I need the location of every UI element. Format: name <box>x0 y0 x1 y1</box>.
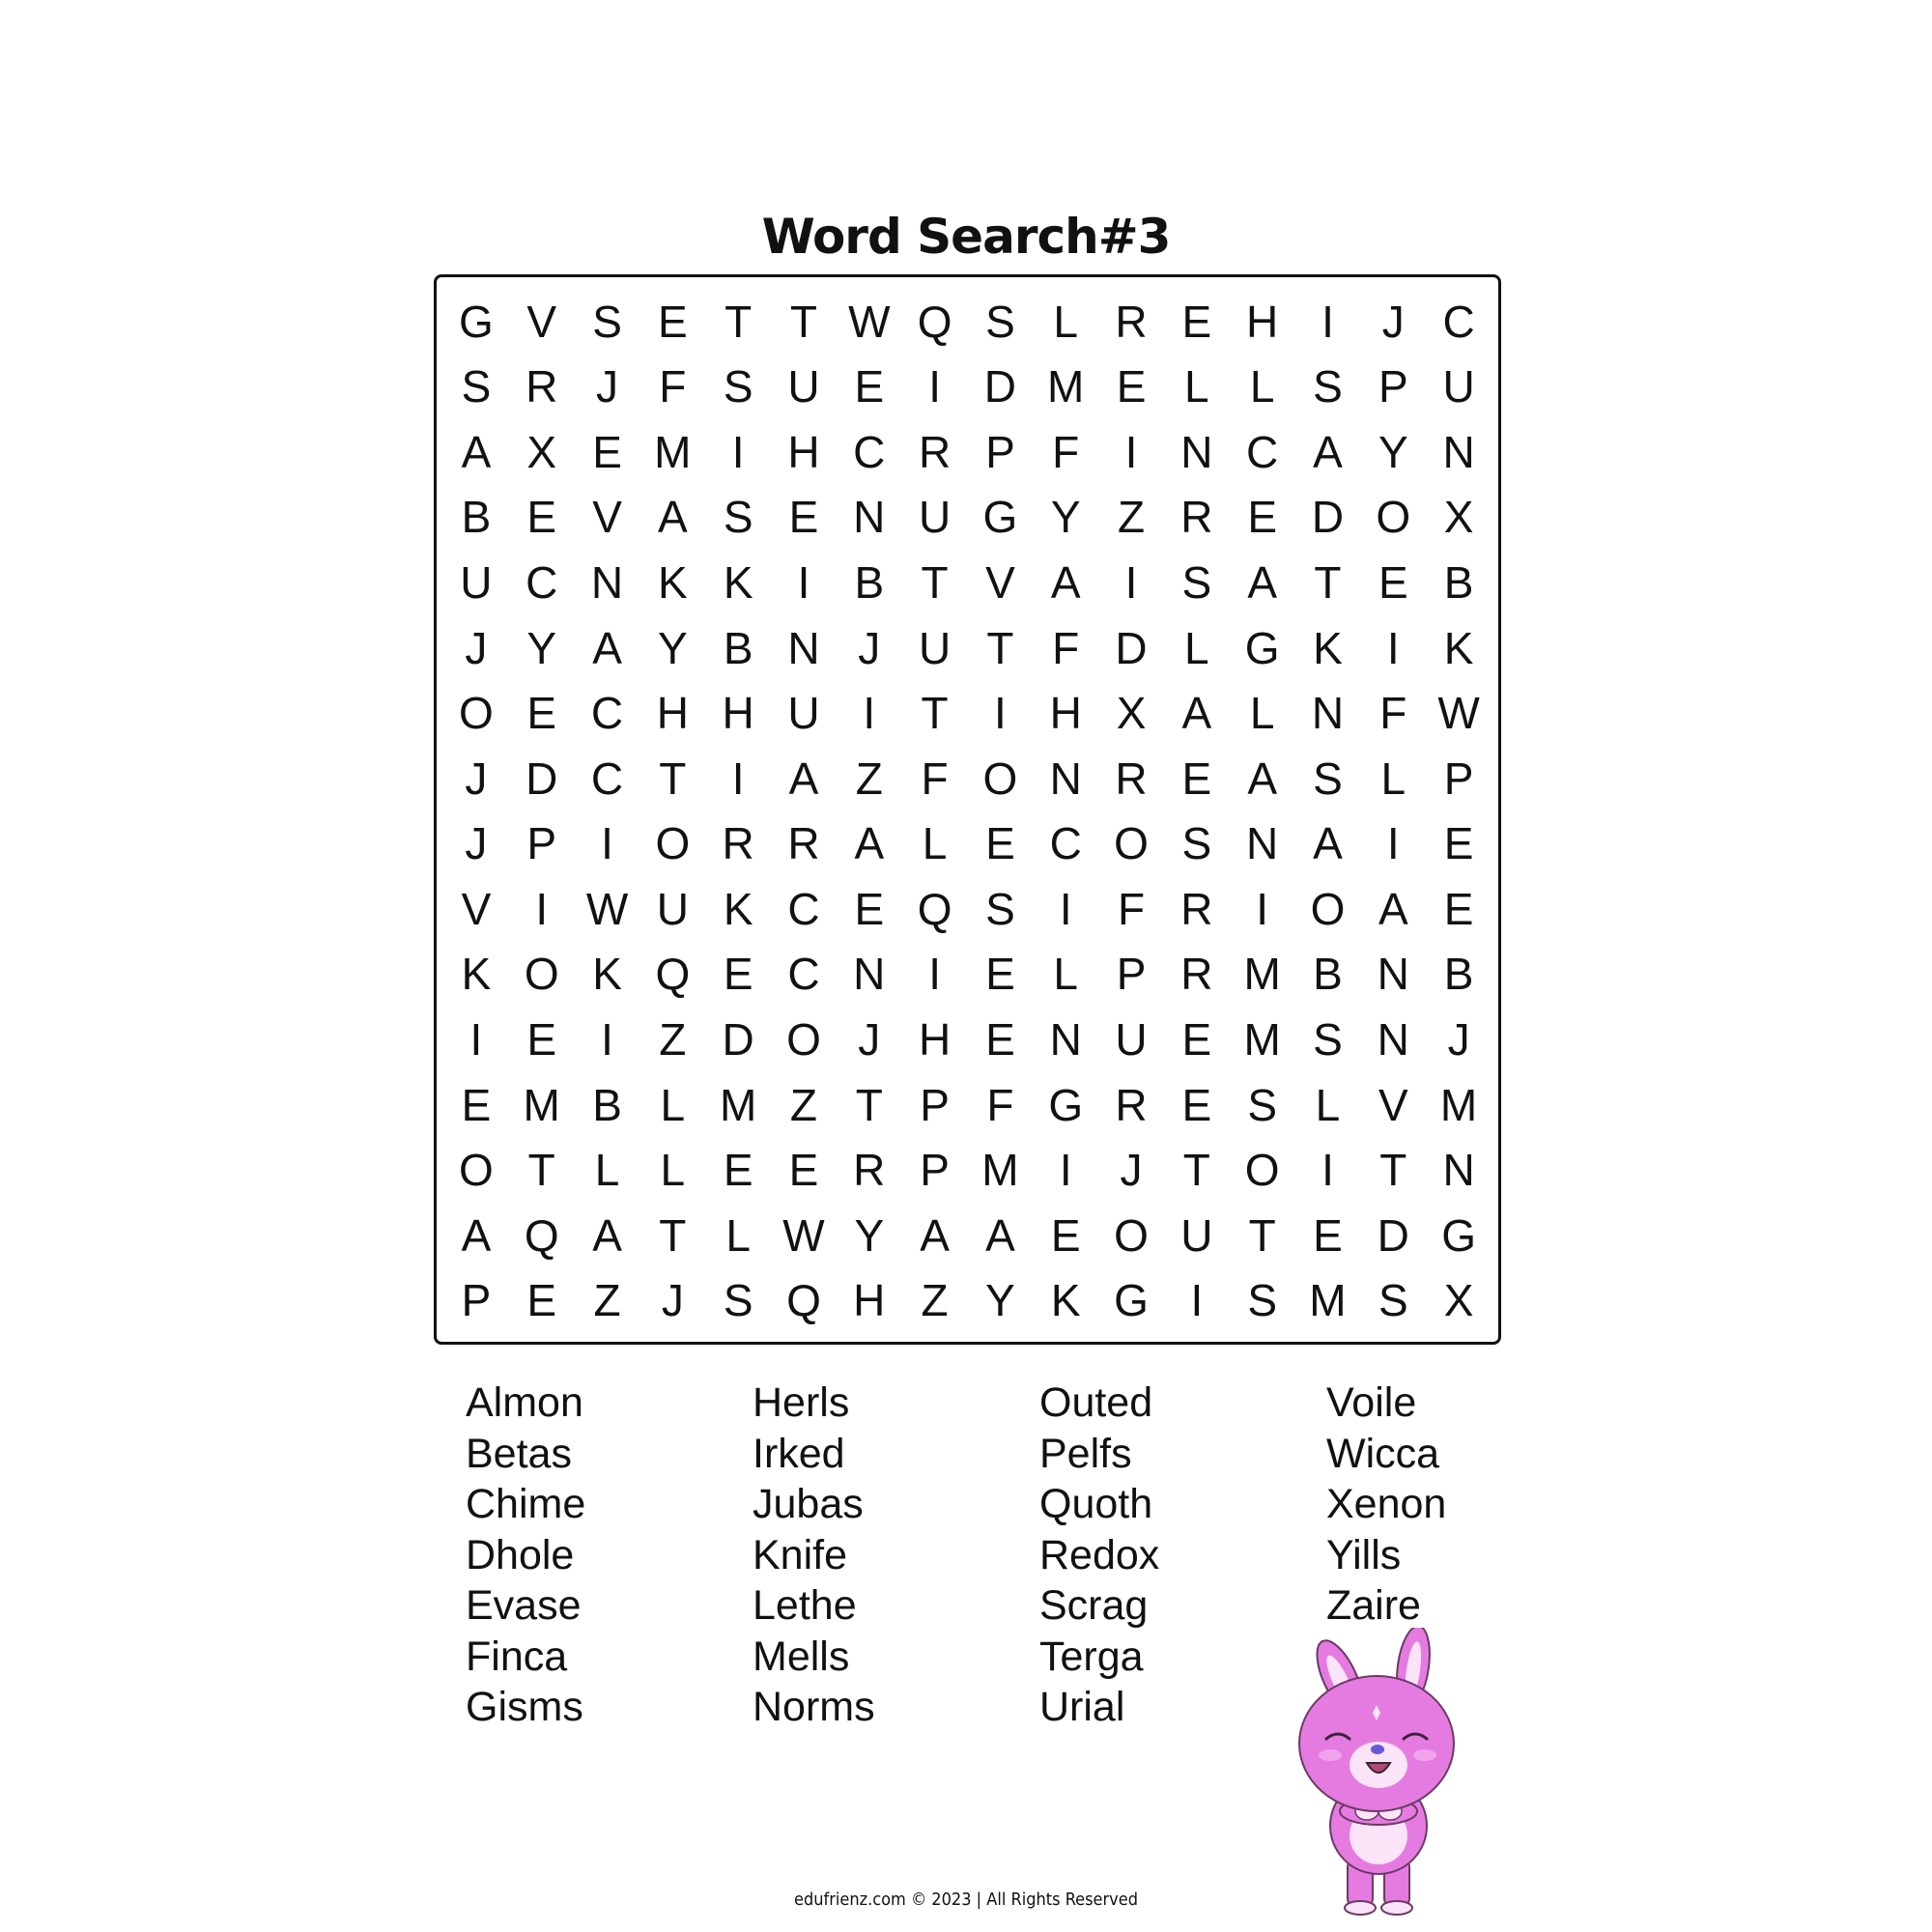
grid-cell: T <box>659 1209 687 1261</box>
footer-copyright: edufrienz.com © 2023 | All Rights Reserved <box>794 1889 1138 1910</box>
grid-cell: R <box>1115 296 1148 347</box>
grid-cell: E <box>1443 818 1474 869</box>
grid-cell: L <box>1053 949 1079 1000</box>
word-list-item: Pelfs <box>1039 1430 1132 1477</box>
grid-cell: B <box>1443 949 1474 1000</box>
grid-cell: E <box>1181 1013 1212 1065</box>
grid-cell: I <box>1190 1275 1204 1326</box>
grid-cell: E <box>1181 1079 1212 1130</box>
grid-cell: P <box>461 1275 492 1326</box>
grid-cell: T <box>855 1079 883 1130</box>
word-list-item: Scrag <box>1039 1582 1149 1629</box>
grid-cell: N <box>1246 818 1279 869</box>
grid-cell: U <box>1115 1013 1148 1065</box>
grid-cell: S <box>592 296 622 347</box>
grid-cell: J <box>1447 1013 1470 1065</box>
grid-cell: C <box>787 883 820 934</box>
grid-cell: U <box>918 492 952 543</box>
grid-cell: N <box>853 949 886 1000</box>
word-list-item: Xenon <box>1326 1481 1447 1527</box>
grid-cell: L <box>1249 688 1275 739</box>
grid-cell: B <box>1443 557 1474 609</box>
grid-cell: S <box>1313 361 1343 412</box>
grid-cell: E <box>526 688 557 739</box>
grid-cell: O <box>1310 883 1346 934</box>
grid-cell: T <box>789 296 818 347</box>
grid-cell: H <box>918 1013 952 1065</box>
grid-cell: I <box>535 883 549 934</box>
grid-cell: M <box>1309 1275 1347 1326</box>
grid-cell: S <box>723 492 753 543</box>
grid-cell: Q <box>786 1275 821 1326</box>
grid-cell: M <box>719 1079 757 1130</box>
grid-cell: N <box>1442 426 1475 477</box>
grid-cell: I <box>1386 622 1400 673</box>
word-list-item: Norms <box>753 1684 875 1730</box>
grid-cell: A <box>788 753 819 804</box>
grid-cell: E <box>1181 753 1212 804</box>
grid-cell: E <box>1247 492 1277 543</box>
grid-cell: K <box>592 949 622 1000</box>
grid-cell: R <box>1180 492 1213 543</box>
grid-cell: H <box>1049 688 1082 739</box>
grid-cell: D <box>1377 1209 1409 1261</box>
grid-cell: B <box>854 557 885 609</box>
grid-cell: C <box>590 753 624 804</box>
grid-cell: W <box>782 1209 825 1261</box>
grid-cell: I <box>469 1013 483 1065</box>
word-list-item: Lethe <box>753 1582 857 1629</box>
grid-cell: L <box>922 818 948 869</box>
grid-cell: T <box>921 688 949 739</box>
grid-cell: G <box>1244 622 1280 673</box>
grid-cell: R <box>1180 949 1213 1000</box>
grid-cell: A <box>854 818 885 869</box>
grid-cell: T <box>724 296 753 347</box>
grid-cell: T <box>1379 1145 1407 1196</box>
grid-cell: A <box>1247 557 1277 609</box>
grid-cell: A <box>985 1209 1015 1261</box>
grid-cell: H <box>1246 296 1279 347</box>
grid-cell: L <box>725 1209 751 1261</box>
grid-cell: N <box>1442 1145 1475 1196</box>
grid-cell: R <box>1115 1079 1148 1130</box>
grid-cell: Y <box>658 622 688 673</box>
grid-cell: Y <box>985 1275 1015 1326</box>
grid-cell: C <box>1246 426 1279 477</box>
grid-cell: O <box>459 1145 494 1196</box>
grid-cell: M <box>1439 1079 1478 1130</box>
grid-cell: S <box>723 1275 753 1326</box>
grid-cell: A <box>1247 753 1277 804</box>
grid-cell: K <box>1050 1275 1081 1326</box>
grid-cell: N <box>853 492 886 543</box>
grid-cell: K <box>658 557 688 609</box>
grid-cell: I <box>1124 557 1138 609</box>
grid-cell: O <box>1114 1209 1149 1261</box>
grid-cell: C <box>590 688 624 739</box>
word-list-item: Voile <box>1326 1379 1417 1426</box>
grid-cell: E <box>985 818 1015 869</box>
grid-cell: E <box>461 1079 492 1130</box>
grid-cell: F <box>1052 622 1080 673</box>
grid-cell: E <box>985 1013 1015 1065</box>
grid-cell: I <box>1321 296 1334 347</box>
grid-cell: X <box>1116 688 1147 739</box>
grid-cell: R <box>787 818 820 869</box>
grid-cell: B <box>1313 949 1343 1000</box>
grid-cell: L <box>1184 361 1209 412</box>
grid-cell: R <box>722 818 754 869</box>
grid-cell: G <box>1114 1275 1149 1326</box>
grid-cell: J <box>858 1013 881 1065</box>
word-list-item: Gisms <box>466 1684 583 1730</box>
grid-cell: J <box>858 622 881 673</box>
grid-cell: V <box>592 492 622 543</box>
grid-cell: I <box>601 1013 613 1065</box>
page-title: Word Search#3 <box>761 209 1171 265</box>
grid-cell: G <box>982 492 1018 543</box>
grid-cell: L <box>1053 296 1079 347</box>
grid-cell: R <box>1180 883 1213 934</box>
grid-cell: I <box>1059 883 1072 934</box>
grid-cell: J <box>465 753 488 804</box>
grid-cell: L <box>1249 361 1275 412</box>
word-column <box>466 1378 736 1733</box>
grid-cell: J <box>1381 296 1405 347</box>
word-list-item: Wicca <box>1326 1430 1440 1477</box>
grid-cell: W <box>585 883 629 934</box>
grid-cell: W <box>1437 688 1480 739</box>
grid-cell: L <box>1184 622 1209 673</box>
grid-cell: Z <box>593 1275 621 1326</box>
grid-cell: D <box>983 361 1017 412</box>
grid-cell: S <box>1181 557 1212 609</box>
grid-cell: F <box>1117 883 1146 934</box>
grid-cell: L <box>594 1145 620 1196</box>
grid-cell: M <box>523 1079 560 1130</box>
grid-cell: I <box>731 426 745 477</box>
grid-cell: N <box>1049 1013 1082 1065</box>
grid-cell: R <box>853 1145 886 1196</box>
grid-cell: U <box>460 557 493 609</box>
grid-cell: M <box>1243 1013 1281 1065</box>
grid-cell: P <box>1443 753 1474 804</box>
grid-cell: M <box>981 1145 1019 1196</box>
grid-cell: I <box>994 688 1007 739</box>
grid-cell: U <box>918 622 952 673</box>
letter-grid <box>434 274 1501 1345</box>
grid-cell: N <box>1049 753 1082 804</box>
grid-cell: K <box>1313 622 1343 673</box>
grid-cell: A <box>658 492 688 543</box>
word-list-item: Terga <box>1039 1633 1144 1680</box>
word-list-item: Betas <box>466 1430 572 1477</box>
grid-cell: F <box>986 1079 1014 1130</box>
grid-cell: C <box>853 426 886 477</box>
grid-cell: O <box>786 1013 821 1065</box>
word-column <box>1326 1378 1597 1632</box>
grid-cell: U <box>1442 361 1475 412</box>
grid-cell: O <box>1244 1145 1280 1196</box>
grid-cell: O <box>1376 492 1411 543</box>
grid-cell: S <box>985 296 1015 347</box>
grid-cell: I <box>863 688 876 739</box>
grid-cell: J <box>1120 1145 1143 1196</box>
grid-cell: J <box>465 622 488 673</box>
grid-cell: C <box>1049 818 1082 869</box>
grid-cell: X <box>1443 1275 1474 1326</box>
grid-cell: U <box>1180 1209 1213 1261</box>
word-list-item: Chime <box>466 1481 586 1527</box>
grid-cell: N <box>1180 426 1213 477</box>
grid-cell: G <box>459 296 494 347</box>
grid-cell: D <box>526 753 558 804</box>
grid-cell: U <box>656 883 689 934</box>
grid-cell: E <box>1050 1209 1081 1261</box>
grid-cell: C <box>526 557 558 609</box>
grid-cell: S <box>1247 1079 1277 1130</box>
grid-cell: I <box>1386 818 1400 869</box>
grid-cell: R <box>1115 753 1148 804</box>
grid-cell: I <box>601 818 613 869</box>
word-list-item: Redox <box>1039 1531 1160 1578</box>
grid-cell: Q <box>524 1209 559 1261</box>
grid-cell: M <box>654 426 692 477</box>
grid-cell: U <box>787 361 820 412</box>
grid-cell: Z <box>1117 492 1146 543</box>
grid-cell: M <box>1243 949 1281 1000</box>
grid-cell: X <box>1443 492 1474 543</box>
grid-cell: T <box>921 557 949 609</box>
grid-cell: O <box>655 818 691 869</box>
grid-cell: L <box>660 1145 686 1196</box>
grid-cell: S <box>1313 1013 1343 1065</box>
grid-cell: E <box>854 883 885 934</box>
grid-cell: P <box>1116 949 1147 1000</box>
word-list-item: Herls <box>753 1379 850 1426</box>
grid-cell: O <box>459 688 494 739</box>
grid-cell: Q <box>917 883 952 934</box>
grid-cell: E <box>658 296 688 347</box>
grid-cell: H <box>656 688 689 739</box>
grid-cell: E <box>1116 361 1147 412</box>
grid-cell: P <box>526 818 557 869</box>
grid-cell: L <box>1315 1079 1341 1130</box>
grid-cell: A <box>1313 818 1343 869</box>
grid-cell: A <box>1181 688 1212 739</box>
grid-cell: K <box>1443 622 1474 673</box>
word-list-item: Outed <box>1039 1379 1153 1426</box>
word-list-item: Yills <box>1326 1531 1402 1578</box>
word-list-item: Quoth <box>1039 1481 1153 1527</box>
grid-cell: D <box>1115 622 1148 673</box>
grid-cell: M <box>1047 361 1085 412</box>
grid-cell: A <box>461 1209 492 1261</box>
word-column <box>753 1378 1023 1733</box>
grid-cell: N <box>787 622 820 673</box>
grid-cell: N <box>590 557 624 609</box>
grid-cell: E <box>526 492 557 543</box>
grid-cell: B <box>592 1079 622 1130</box>
word-column <box>1039 1378 1310 1733</box>
grid-cell: T <box>527 1145 555 1196</box>
grid-cell: P <box>985 426 1015 477</box>
grid-cell: P <box>920 1079 950 1130</box>
grid-cell: Y <box>1050 492 1081 543</box>
grid-cell: I <box>928 949 941 1000</box>
grid-cell: A <box>1378 883 1408 934</box>
grid-cell: Z <box>855 753 883 804</box>
grid-cell: I <box>1256 883 1269 934</box>
grid-cell: A <box>920 1209 950 1261</box>
grid-cell: O <box>1114 818 1149 869</box>
grid-cell: D <box>722 1013 754 1065</box>
grid-cell: Q <box>917 296 952 347</box>
grid-cell: C <box>1442 296 1475 347</box>
word-list-item: Mells <box>753 1633 850 1680</box>
grid-cell: V <box>985 557 1015 609</box>
word-list-item: Irked <box>753 1430 845 1477</box>
grid-cell: S <box>1181 818 1212 869</box>
grid-cell: E <box>526 1275 557 1326</box>
grid-cell: A <box>592 1209 622 1261</box>
grid-cell: F <box>1379 688 1407 739</box>
grid-cell: V <box>1378 1079 1408 1130</box>
grid-cell: S <box>1378 1275 1408 1326</box>
word-list-item: Urial <box>1039 1684 1125 1730</box>
grid-cell: Z <box>789 1079 818 1130</box>
word-list-item: Dhole <box>466 1531 575 1578</box>
grid-cell: Y <box>854 1209 885 1261</box>
grid-cell: E <box>1181 296 1212 347</box>
grid-cell: H <box>722 688 754 739</box>
grid-cell: J <box>465 818 488 869</box>
grid-cell: N <box>1311 688 1345 739</box>
grid-cell: A <box>1313 426 1343 477</box>
grid-cell: S <box>1247 1275 1277 1326</box>
grid-cell: T <box>986 622 1014 673</box>
grid-cell: X <box>526 426 557 477</box>
grid-cell: B <box>461 492 492 543</box>
grid-cell: E <box>985 949 1015 1000</box>
grid-cell: Y <box>526 622 557 673</box>
grid-cell: E <box>723 1145 753 1196</box>
grid-cell: E <box>1443 883 1474 934</box>
word-list-item: Jubas <box>753 1481 864 1527</box>
grid-cell: L <box>1380 753 1406 804</box>
grid-cell: G <box>1048 1079 1084 1130</box>
grid-cell: H <box>787 426 820 477</box>
word-list-item: Almon <box>466 1379 583 1426</box>
grid-cell: P <box>1378 361 1408 412</box>
grid-cell: N <box>1377 1013 1409 1065</box>
grid-cell: J <box>661 1275 684 1326</box>
grid-cell: R <box>918 426 952 477</box>
grid-cell: V <box>461 883 492 934</box>
grid-cell: W <box>848 296 891 347</box>
grid-cell: E <box>1313 1209 1343 1261</box>
grid-cell: G <box>1441 1209 1476 1261</box>
grid-cell: Z <box>921 1275 949 1326</box>
grid-cell: A <box>592 622 622 673</box>
grid-cell: K <box>723 557 753 609</box>
grid-cell: U <box>787 688 820 739</box>
grid-cell: I <box>797 557 810 609</box>
grid-cell: E <box>592 426 622 477</box>
grid-cell: C <box>787 949 820 1000</box>
grid-cell: F <box>921 753 949 804</box>
grid-cell: N <box>1377 949 1409 1000</box>
grid-cell: T <box>1314 557 1342 609</box>
grid-cell: S <box>985 883 1015 934</box>
grid-cell: S <box>1313 753 1343 804</box>
grid-cell: E <box>526 1013 557 1065</box>
grid-cell: I <box>928 361 941 412</box>
grid-cell: E <box>788 492 819 543</box>
grid-cell: E <box>788 1145 819 1196</box>
grid-cell: O <box>982 753 1018 804</box>
grid-cell: E <box>723 949 753 1000</box>
grid-cell: Q <box>655 949 691 1000</box>
grid-cell: S <box>723 361 753 412</box>
grid-cell: D <box>1311 492 1345 543</box>
grid-cell: J <box>596 361 619 412</box>
grid-cell: Z <box>659 1013 687 1065</box>
grid-cell: I <box>1059 1145 1072 1196</box>
grid-cell: O <box>524 949 559 1000</box>
word-list-item: Finca <box>466 1633 568 1680</box>
grid-cell: Y <box>1378 426 1408 477</box>
grid-cell: P <box>920 1145 950 1196</box>
grid-cell: L <box>660 1079 686 1130</box>
grid-cell: R <box>526 361 558 412</box>
grid-cell: K <box>461 949 492 1000</box>
grid-cell: F <box>659 361 687 412</box>
grid-cell: A <box>461 426 492 477</box>
grid-cell: I <box>1124 426 1138 477</box>
grid-cell: E <box>854 361 885 412</box>
grid-cell: H <box>853 1275 886 1326</box>
bunny-mascot-icon <box>1290 1628 1463 1918</box>
grid-cell: S <box>461 361 492 412</box>
grid-cell: I <box>1321 1145 1334 1196</box>
grid-cell: K <box>723 883 753 934</box>
grid-cell: F <box>1052 426 1080 477</box>
word-list-item: Knife <box>753 1531 848 1578</box>
grid-cell: T <box>1182 1145 1210 1196</box>
grid-cell: T <box>1248 1209 1276 1261</box>
grid-cell: B <box>723 622 753 673</box>
grid-cell: A <box>1050 557 1081 609</box>
word-list-item: Zaire <box>1326 1582 1421 1629</box>
grid-cell: E <box>1378 557 1408 609</box>
grid-cell: T <box>659 753 687 804</box>
grid-cell: I <box>731 753 745 804</box>
word-list-item: Evase <box>466 1582 582 1629</box>
grid-cell: V <box>526 296 557 347</box>
